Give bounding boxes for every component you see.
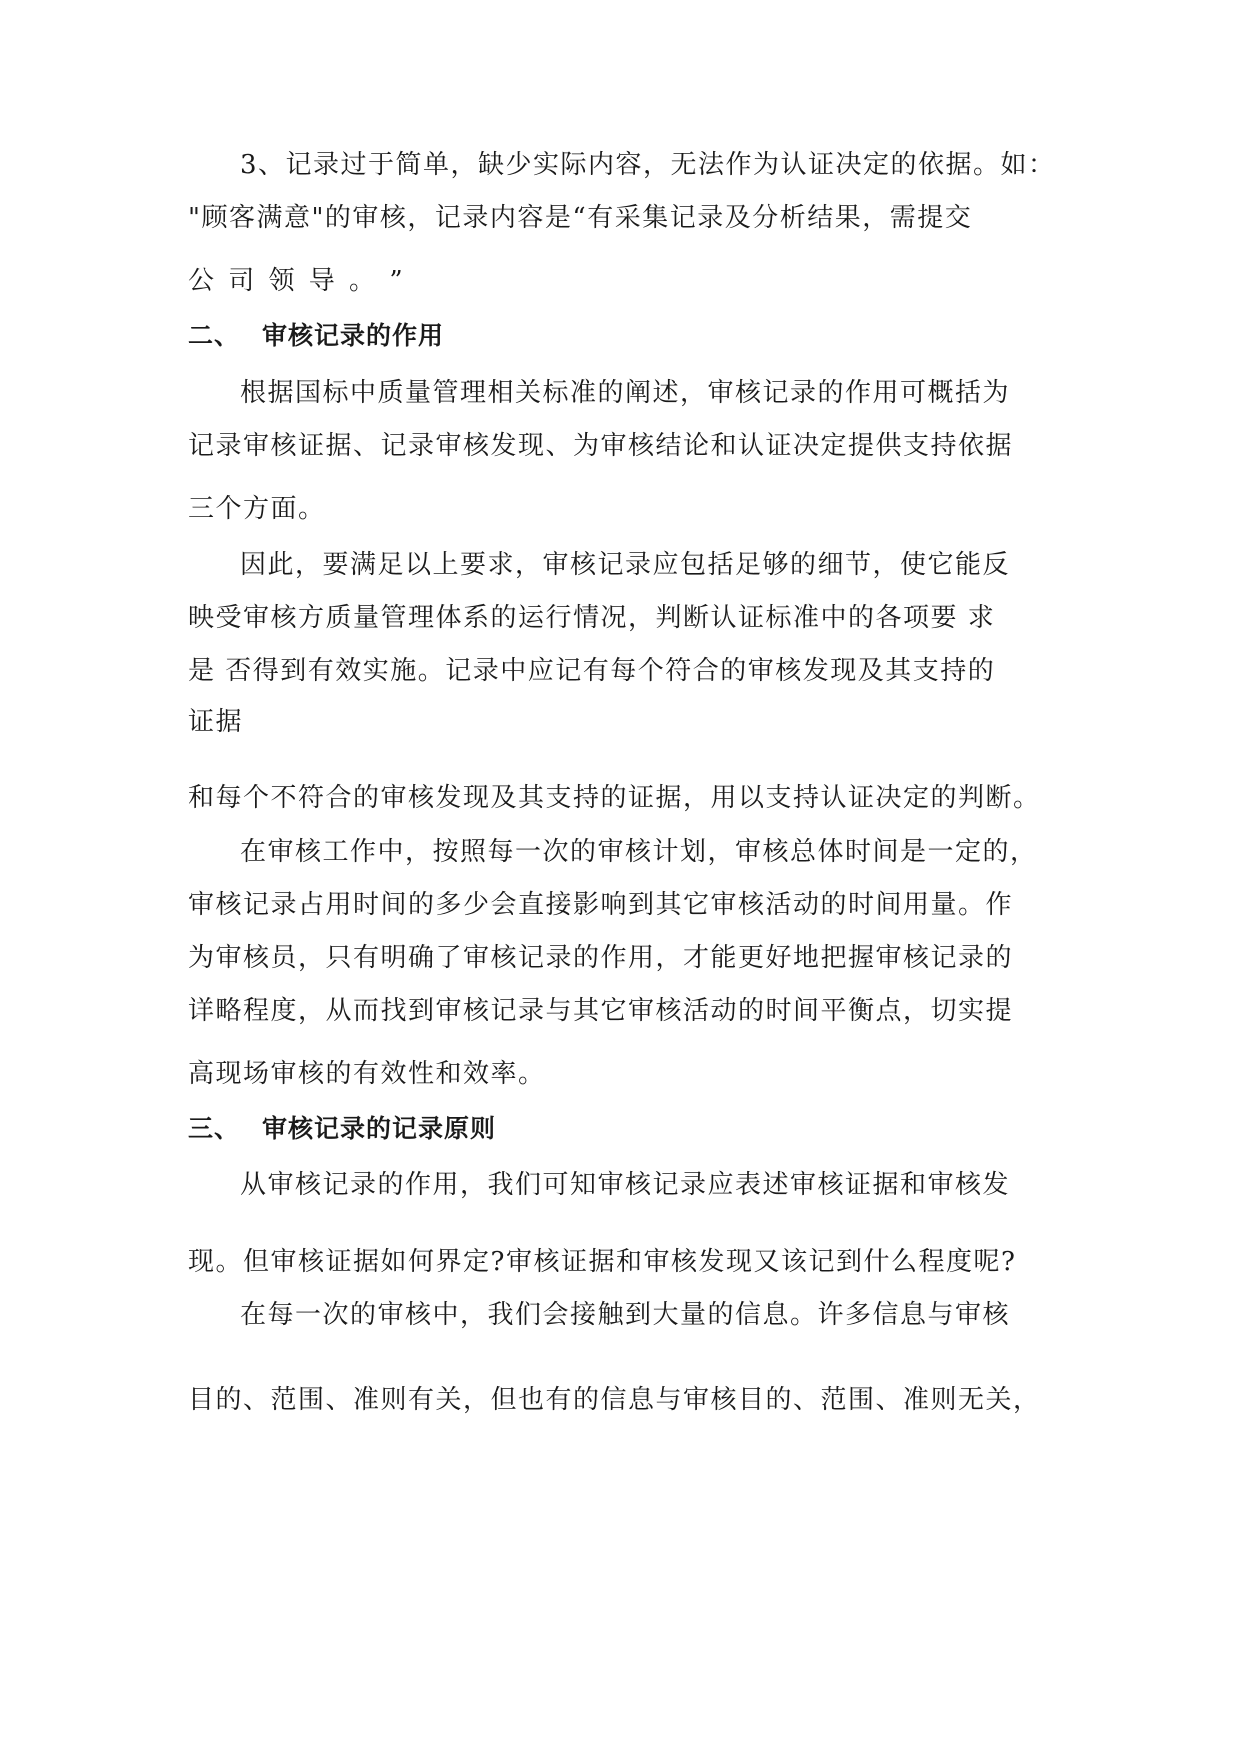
section-title: 审核记录的作用	[262, 321, 445, 350]
paragraph-line: 证据	[188, 707, 244, 737]
paragraph-line: 是 否得到有效实施。记录中应记有每个符合的审核发现及其支持的	[188, 656, 996, 686]
paragraph-line: 在每一次的审核中，我们会接触到大量的信息。许多信息与审核	[240, 1300, 1011, 1330]
paragraph-line: 目的、范围、准则有关，但也有的信息与审核目的、范围、准则无关，	[188, 1385, 1041, 1415]
section-heading-3	[188, 1114, 496, 1144]
paragraph-line: 高现场审核的有效性和效率。	[188, 1059, 546, 1089]
paragraph-line: 和每个不符合的审核发现及其支持的证据，用以支持认证决定的判断。	[188, 783, 1041, 813]
paragraph-line: 审核记录占用时间的多少会直接影响到其它审核活动的时间用量。作	[188, 890, 1014, 920]
paragraph-line: 3、记录过于简单，缺少实际内容，无法作为认证决定的依据。如：	[240, 150, 1056, 180]
section-title: 审核记录的记录原则	[262, 1114, 497, 1143]
paragraph-line: 详略程度，从而找到审核记录与其它审核活动的时间平衡点，切实提	[188, 996, 1014, 1026]
paragraph-line: 为审核员，只有明确了审核记录的作用，才能更好地把握审核记录的	[188, 943, 1014, 973]
paragraph-line: "顾客满意"的审核，记录内容是“有采集记录及分析结果，需提交	[188, 203, 973, 233]
section-number: 二、	[188, 321, 241, 350]
section-number: 三、	[188, 1114, 241, 1143]
paragraph-line: 记录审核证据、记录审核发现、为审核结论和认证决定提供支持依据	[188, 431, 1014, 461]
paragraph-line: 从审核记录的作用，我们可知审核记录应表述审核证据和审核发	[240, 1170, 1011, 1200]
paragraph-line: 因此，要满足以上要求，审核记录应包括足够的细节，使它能反	[240, 550, 1011, 580]
section-heading-2	[188, 321, 444, 351]
paragraph-line: 根据国标中质量管理相关标准的阐述，审核记录的作用可概括为	[240, 378, 1011, 408]
paragraph-line: 三个方面。	[188, 494, 326, 524]
paragraph-line: 公 司 领 导 。 ”	[188, 266, 406, 296]
paragraph-line: 映受审核方质量管理体系的运行情况，判断认证标准中的各项要 求	[188, 603, 996, 633]
paragraph-line: 在审核工作中，按照每一次的审核计划，审核总体时间是一定的，	[240, 837, 1038, 867]
paragraph-line: 现。但审核证据如何界定?审核证据和审核发现又该记到什么程度呢?	[188, 1247, 1017, 1277]
